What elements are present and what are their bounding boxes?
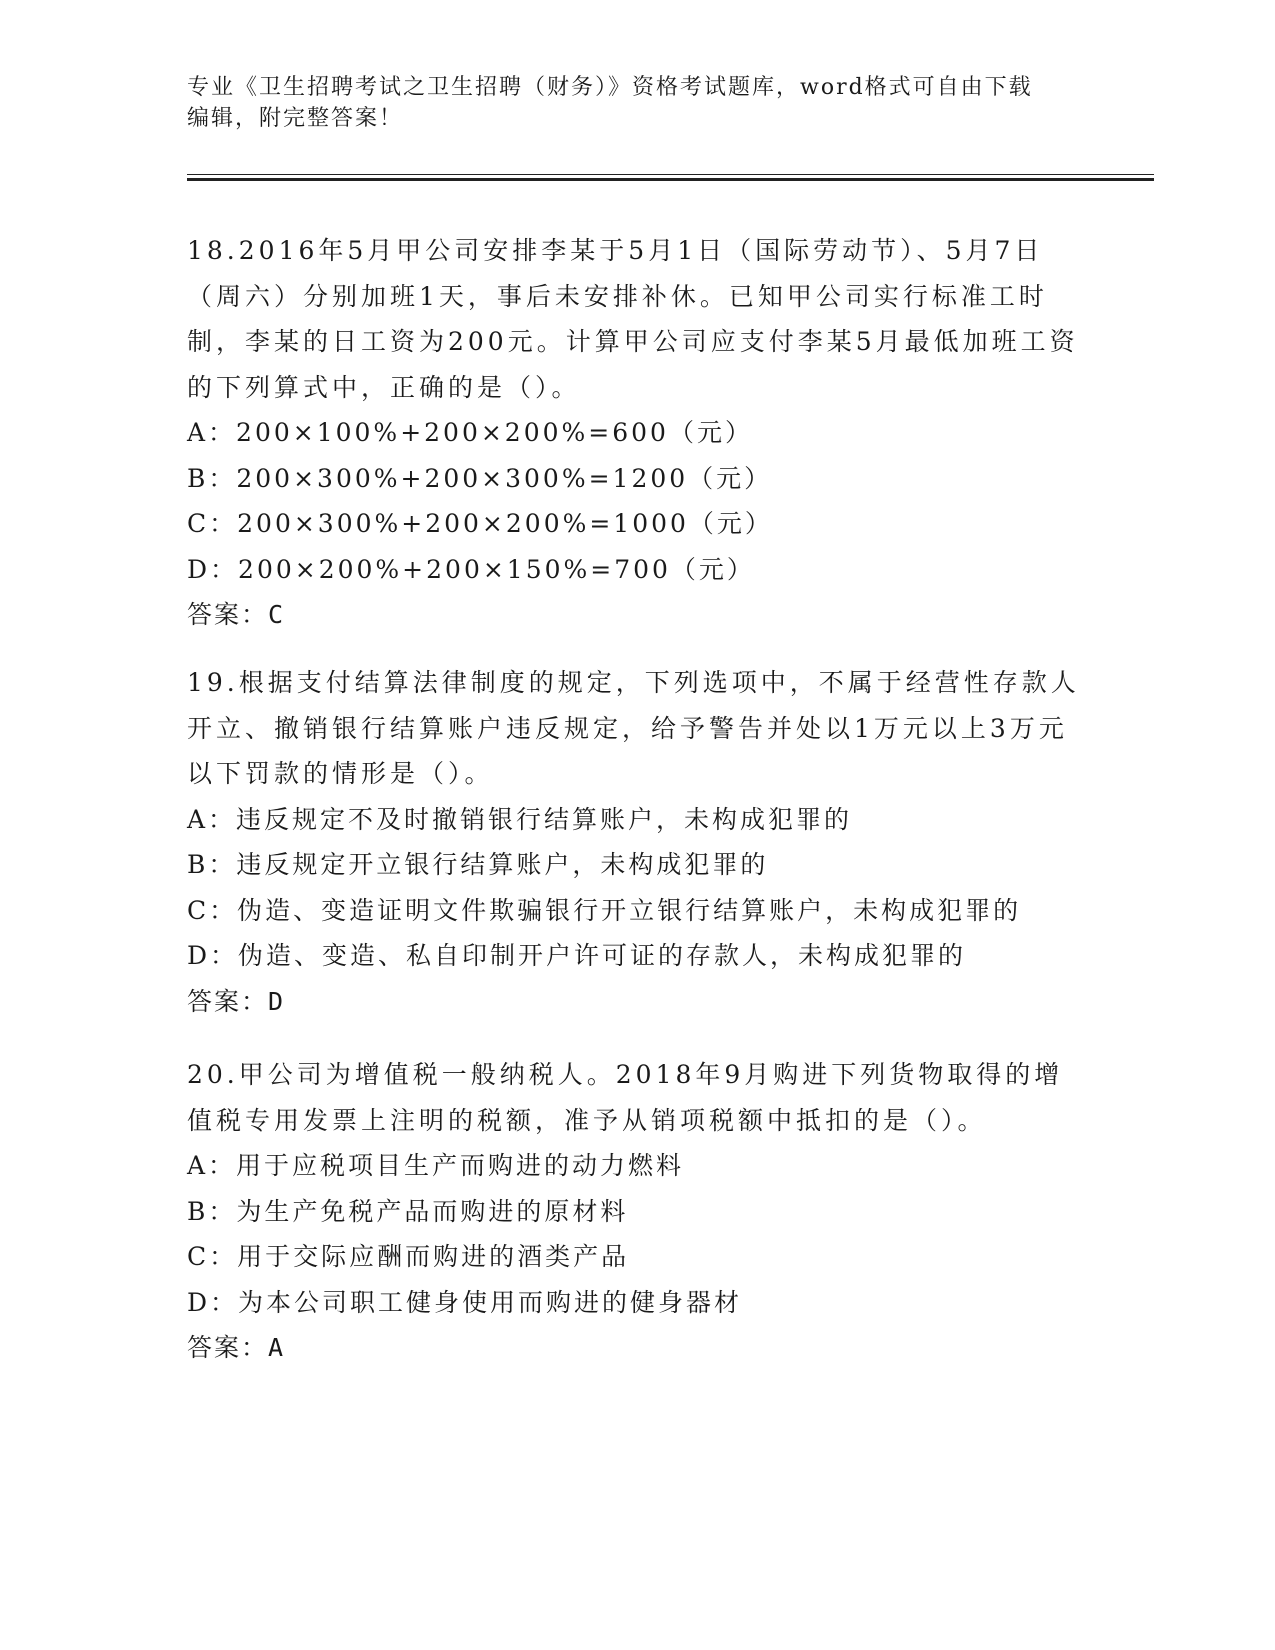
option-list [187, 1143, 1087, 1325]
answer-line: 答案：A [187, 1333, 286, 1362]
option-d: D：200×200%+200×150%=700（元） [187, 554, 755, 584]
option-a: A：200×100%+200×200%=600（元） [187, 418, 753, 447]
header-divider-thin [187, 174, 1154, 175]
option-b: B：为生产免税产品而购进的原材料 [187, 1196, 629, 1226]
question-20 [187, 1052, 1087, 1371]
question-stem: 20.甲公司为增值税一般纳税人。2018年9月购进下列货物取得的增值税专用发票上注明的税额，准予从销项税额中抵扣的是（）。 [187, 1060, 1064, 1135]
option-a: A：用于应税项目生产而购进的动力燃料 [187, 1151, 685, 1180]
option-d: D：伪造、变造、私自印制开户许可证的存款人，未构成犯罪的 [187, 941, 967, 970]
option-c: C：用于交际应酬而购进的酒类产品 [187, 1242, 630, 1271]
question-stem: 18.2016年5月甲公司安排李某于5月1日（国际劳动节）、5月7日（周六）分别加班1天，事后未安排补休。已知甲公司实行标准工时制，李某的日工资为200元。计算甲公司应支付李某5月最低加班工资的下列算式中，正确的是（）。 [187, 236, 1079, 402]
option-c: C：200×300%+200×200%=1000（元） [187, 509, 773, 538]
document-header [187, 72, 1067, 134]
option-list [187, 797, 1087, 979]
header-line-2: 编辑，附完整答案！ [187, 106, 404, 131]
question-stem: 19.根据支付结算法律制度的规定，下列选项中，不属于经营性存款人开立、撤销银行结算账户违反规定，给予警告并处以1万元以上3万元以下罚款的情形是（）。 [187, 668, 1080, 788]
header-divider-thick [187, 178, 1154, 181]
option-c: C：伪造、变造证明文件欺骗银行开立银行结算账户，未构成犯罪的 [187, 895, 1022, 925]
option-b: B：违反规定开立银行结算账户，未构成犯罪的 [187, 850, 769, 879]
question-18 [187, 228, 1087, 638]
answer-line: 答案：C [187, 600, 286, 629]
header-line-1: 专业《卫生招聘考试之卫生招聘（财务）》资格考试题库，word格式可自由下载 [187, 75, 1033, 100]
answer-line: 答案：D [187, 986, 286, 1016]
option-list [187, 410, 1087, 592]
question-19 [187, 660, 1087, 1024]
option-b: B：200×300%+200×300%=1200（元） [187, 463, 773, 493]
option-d: D：为本公司职工健身使用而购进的健身器材 [187, 1287, 743, 1317]
option-a: A：违反规定不及时撤销银行结算账户，未构成犯罪的 [187, 804, 853, 834]
